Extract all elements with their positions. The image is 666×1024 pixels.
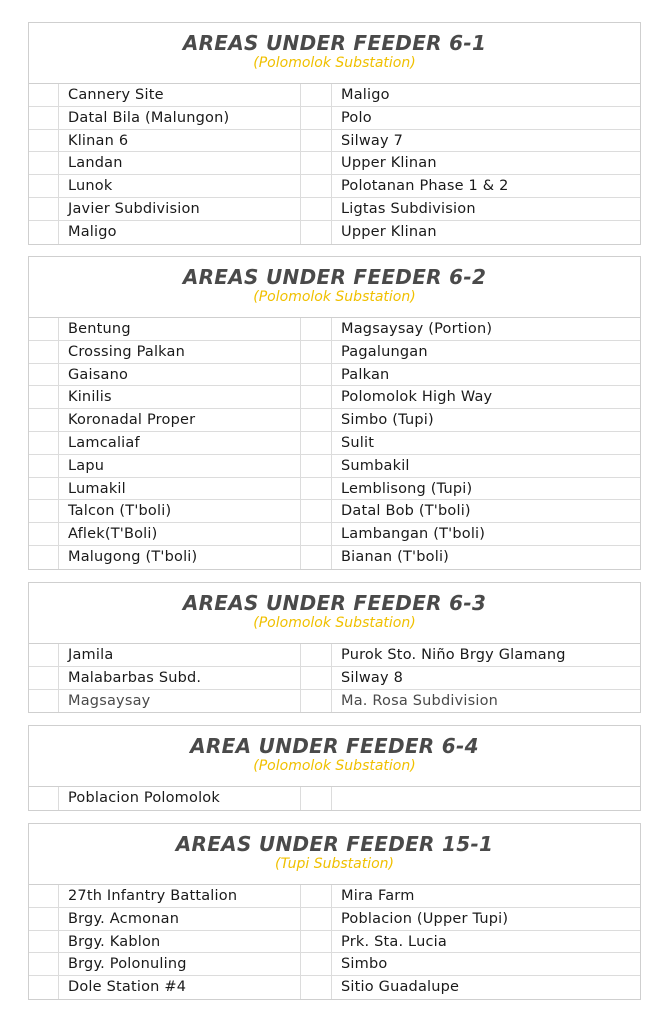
table-row [29, 341, 640, 364]
table-row [29, 523, 640, 546]
row-spacer-cell [29, 175, 59, 197]
area-name-right: Prk. Sta. Lucia [341, 933, 447, 950]
table-row [29, 931, 640, 954]
area-name-left: 27th Infantry Battalion [59, 885, 301, 907]
row-spacer-cell [29, 455, 59, 477]
area-name-right: Magsaysay (Portion) [341, 321, 493, 337]
area-name-left: Crossing Palkan [59, 341, 301, 363]
area-name-left: Brgy. Kablon [59, 931, 301, 953]
row-spacer-cell [301, 885, 332, 907]
area-name-left: Lunok [59, 175, 301, 197]
row-spacer-cell [29, 908, 59, 930]
feeder-section [28, 256, 641, 570]
feeder-title: AREAS UNDER FEEDER 15-1 [175, 832, 494, 856]
area-name-right: Ligtas Subdivision [341, 200, 476, 217]
table-row [29, 787, 640, 810]
table-row [29, 221, 640, 244]
row-spacer-cell [29, 152, 59, 174]
row-spacer-cell [29, 644, 59, 666]
row-spacer-cell [301, 546, 332, 569]
row-spacer-cell [301, 198, 332, 220]
row-spacer-cell [29, 130, 59, 152]
row-spacer-cell [29, 500, 59, 522]
area-name-right: Sumbakil [341, 457, 410, 474]
table-row [29, 690, 640, 713]
row-spacer-cell [301, 478, 332, 500]
area-name-left: Lapu [59, 455, 301, 477]
table-row [29, 318, 640, 341]
row-spacer-cell [301, 130, 332, 152]
area-name-right: Maligo [341, 87, 390, 103]
row-spacer-cell [29, 690, 59, 713]
row-spacer-cell [301, 787, 332, 810]
row-spacer-cell [29, 341, 59, 363]
row-spacer-cell [301, 107, 332, 129]
row-spacer-cell [29, 953, 59, 975]
area-name-left: Koronadal Proper [59, 409, 301, 431]
row-spacer-cell [301, 500, 332, 522]
feeder-section [28, 22, 641, 245]
area-name-right: Pagalungan [341, 343, 428, 360]
substation-label: (Tupi Substation) [275, 856, 394, 872]
row-spacer-cell [301, 409, 332, 431]
row-spacer-cell [29, 523, 59, 545]
area-name-left: Landan [59, 152, 301, 174]
area-name-left: Lamcaliaf [59, 432, 301, 454]
area-table [29, 84, 640, 244]
row-spacer-cell [29, 84, 59, 106]
area-name-right: Datal Bob (T'boli) [341, 503, 471, 520]
table-row [29, 546, 640, 569]
area-name-left: Klinan 6 [59, 130, 301, 152]
feeder-header [29, 726, 640, 787]
table-row [29, 130, 640, 153]
area-name-left: Bentung [59, 318, 301, 340]
table-row [29, 409, 640, 432]
area-name-right: Ma. Rosa Subdivision [341, 692, 499, 709]
area-name-left: Malabarbas Subd. [59, 667, 301, 689]
area-name-right: Simbo (Tupi) [341, 412, 434, 429]
table-row [29, 976, 640, 999]
area-name-right: Silway 8 [341, 669, 404, 686]
feeder-header [29, 824, 640, 885]
row-spacer-cell [29, 885, 59, 907]
table-row [29, 432, 640, 455]
area-name-right: Poblacion (Upper Tupi) [341, 910, 509, 927]
feeder-title: AREAS UNDER FEEDER 6-2 [182, 265, 487, 289]
feeder-header [29, 23, 640, 84]
row-spacer-cell [29, 931, 59, 953]
area-name-left: Dole Station #4 [59, 976, 301, 999]
row-spacer-cell [29, 386, 59, 408]
area-name-right: Polomolok High Way [341, 389, 493, 406]
row-spacer-cell [301, 364, 332, 386]
row-spacer-cell [301, 667, 332, 689]
table-row [29, 152, 640, 175]
row-spacer-cell [301, 976, 332, 999]
row-spacer-cell [301, 221, 332, 244]
row-spacer-cell [301, 152, 332, 174]
substation-label: (Polomolok Substation) [253, 289, 416, 305]
area-name-right: Simbo [341, 956, 388, 973]
row-spacer-cell [29, 364, 59, 386]
row-spacer-cell [301, 84, 332, 106]
area-name-left: Jamila [59, 644, 301, 666]
feeder-title: AREAS UNDER FEEDER 6-1 [182, 31, 487, 55]
feeder-title: AREA UNDER FEEDER 6-4 [190, 734, 479, 758]
table-row [29, 478, 640, 501]
table-row [29, 885, 640, 908]
area-name-left: Kinilis [59, 386, 301, 408]
table-row [29, 908, 640, 931]
area-name-right: Upper Klinan [341, 155, 437, 172]
area-name-right: Polotanan Phase 1 & 2 [341, 178, 509, 195]
row-spacer-cell [29, 546, 59, 569]
area-name-left: Aflek(T'Boli) [59, 523, 301, 545]
row-spacer-cell [301, 175, 332, 197]
area-name-left: Maligo [59, 221, 301, 244]
row-spacer-cell [301, 931, 332, 953]
row-spacer-cell [29, 409, 59, 431]
feeder-section [28, 725, 641, 811]
area-name-left: Malugong (T'boli) [59, 546, 301, 569]
area-name-left: Magsaysay [59, 690, 301, 713]
area-name-left: Poblacion Polomolok [59, 787, 301, 810]
area-name-left: Brgy. Acmonan [59, 908, 301, 930]
row-spacer-cell [301, 386, 332, 408]
table-row [29, 386, 640, 409]
area-name-right: Lemblisong (Tupi) [341, 480, 473, 497]
row-spacer-cell [29, 198, 59, 220]
row-spacer-cell [29, 478, 59, 500]
feeder-section [28, 582, 641, 713]
row-spacer-cell [301, 318, 332, 340]
area-name-left: Cannery Site [59, 84, 301, 106]
area-table [29, 885, 640, 999]
row-spacer-cell [29, 432, 59, 454]
area-name-left: Brgy. Polonuling [59, 953, 301, 975]
table-row [29, 364, 640, 387]
area-name-right: Sitio Guadalupe [341, 979, 460, 996]
table-row [29, 198, 640, 221]
row-spacer-cell [29, 318, 59, 340]
row-spacer-cell [301, 690, 332, 713]
area-name-right: Sulit [341, 434, 375, 451]
row-spacer-cell [29, 221, 59, 244]
area-name-right [332, 787, 640, 810]
feeder-header [29, 583, 640, 644]
table-row [29, 953, 640, 976]
area-name-right: Silway 7 [341, 132, 404, 149]
row-spacer-cell [29, 107, 59, 129]
table-row [29, 84, 640, 107]
table-row [29, 455, 640, 478]
substation-label: (Polomolok Substation) [253, 615, 416, 631]
area-name-right: Polo [341, 109, 372, 126]
area-name-right: Bianan (T'boli) [341, 548, 450, 565]
row-spacer-cell [301, 455, 332, 477]
area-name-left: Datal Bila (Malungon) [59, 107, 301, 129]
feeder-header [29, 257, 640, 318]
feeder-section [28, 823, 641, 1000]
area-name-right: Purok Sto. Niño Brgy Glamang [341, 647, 566, 663]
area-name-left: Lumakil [59, 478, 301, 500]
area-name-right: Mira Farm [341, 888, 415, 904]
row-spacer-cell [29, 667, 59, 689]
row-spacer-cell [29, 976, 59, 999]
area-name-right: Palkan [341, 366, 390, 383]
row-spacer-cell [301, 908, 332, 930]
area-table [29, 644, 640, 712]
area-name-left: Talcon (T'boli) [59, 500, 301, 522]
table-row [29, 175, 640, 198]
area-name-left: Javier Subdivision [59, 198, 301, 220]
table-row [29, 500, 640, 523]
substation-label: (Polomolok Substation) [253, 758, 416, 774]
row-spacer-cell [301, 644, 332, 666]
row-spacer-cell [301, 523, 332, 545]
row-spacer-cell [29, 787, 59, 810]
table-row [29, 107, 640, 130]
table-row [29, 644, 640, 667]
area-name-right: Upper Klinan [341, 223, 437, 240]
area-table [29, 787, 640, 810]
row-spacer-cell [301, 953, 332, 975]
substation-label: (Polomolok Substation) [253, 55, 416, 71]
area-table [29, 318, 640, 569]
feeder-title: AREAS UNDER FEEDER 6-3 [182, 591, 487, 615]
area-name-left: Gaisano [59, 364, 301, 386]
row-spacer-cell [301, 432, 332, 454]
row-spacer-cell [301, 341, 332, 363]
area-name-right: Lambangan (T'boli) [341, 526, 486, 543]
table-row [29, 667, 640, 690]
